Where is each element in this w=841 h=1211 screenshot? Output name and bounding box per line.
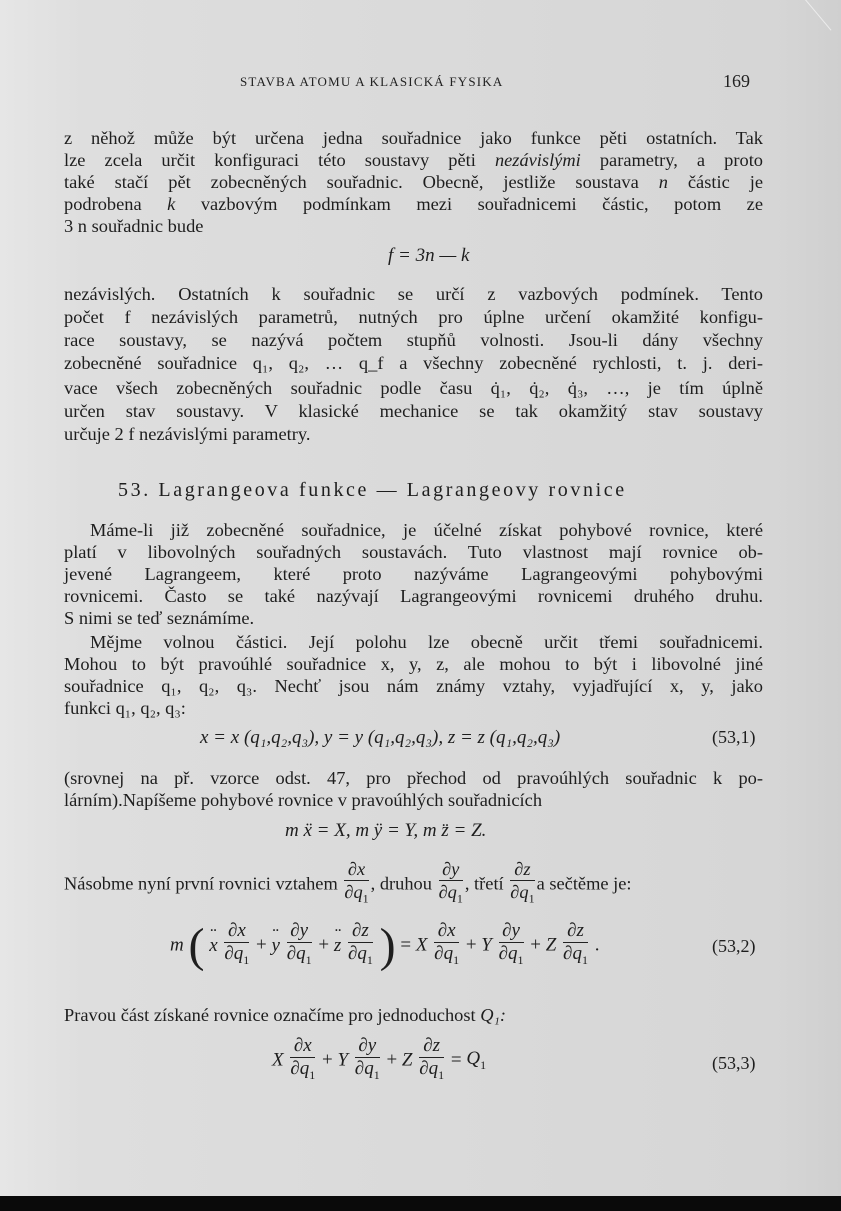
- text-line: platí v libovolných souřadných soustavách. Tuto vlastnost mají rovnice ob-: [64, 542, 763, 562]
- text-span: také stačí pět zobecněných souřadnic. Obecně, jestliže soustava: [64, 172, 659, 192]
- partial: ∂: [498, 943, 508, 965]
- subscript: 1: [373, 1067, 380, 1082]
- text-line: Mějme volnou částici. Její polohu lze obecně určit třemi souřadnicemi.: [90, 632, 763, 652]
- subscript: 1: [453, 952, 460, 967]
- var-y-ddot: ¨ y: [272, 935, 280, 957]
- denominator: [499, 943, 524, 971]
- text-span: , třetí: [464, 873, 504, 894]
- partial: ∂: [510, 882, 520, 902]
- section-heading: 53. Lagrangeova funkce — Lagrangeovy rovnice: [118, 479, 627, 501]
- equation-of-motion: m ẍ = X, m ÿ = Y, m z̈ = Z.: [285, 820, 487, 841]
- var-Y: Y: [481, 934, 492, 956]
- partial: ∂: [358, 1035, 368, 1056]
- equation-number: (53,3): [712, 1053, 756, 1073]
- text-line: (srovnej na př. vzorce odst. 47, pro přechod od pravoúhlých souřadnic k po-: [64, 768, 763, 788]
- partial: ∂: [354, 1058, 365, 1079]
- subscript: 1: [480, 1057, 487, 1072]
- partial: ∂: [434, 943, 444, 965]
- text-line: určuje 2 f nezávislými parametry.: [64, 424, 311, 444]
- numerator: [563, 920, 588, 943]
- text-span: podrobena: [64, 194, 168, 214]
- text-line: souřadnice q₁, q₂, q₃. Nechť jsou nám známy vztahy, vyjadřující x, y, jako: [64, 676, 763, 696]
- partial: ∂: [514, 859, 524, 879]
- var-Q1: [466, 1048, 487, 1072]
- partial: ∂: [419, 1058, 429, 1079]
- fraction: [419, 1035, 444, 1086]
- partial: ∂: [286, 943, 297, 965]
- partial: ∂: [224, 943, 234, 965]
- var: z: [576, 920, 584, 942]
- denominator: [344, 881, 368, 910]
- denominator: [510, 881, 534, 910]
- fraction: [355, 1035, 380, 1086]
- var: x: [303, 1035, 312, 1056]
- text-line: rovnicemi. Často se také nazývají Lagrangeovými rovnicemi druhého druhu.: [64, 586, 763, 606]
- text-span: , druhou: [370, 873, 432, 894]
- subscript: 1: [456, 891, 463, 906]
- denominator: [434, 943, 459, 971]
- partial: ∂: [442, 859, 452, 879]
- partial: ∂: [502, 920, 512, 942]
- partial: ∂: [227, 920, 238, 942]
- partial: ∂: [347, 943, 358, 965]
- partial: ∂: [423, 1035, 433, 1056]
- var: q: [296, 943, 306, 965]
- plus: +: [318, 934, 330, 956]
- numerator: [499, 920, 524, 943]
- text-span: lze zcela určit konfiguraci této soustavy pěti: [64, 150, 495, 170]
- partial: ∂: [290, 1058, 300, 1079]
- denominator: [348, 943, 373, 971]
- text-line: [64, 171, 763, 193]
- subscript: 1: [517, 952, 524, 967]
- text-line: nezávislých. Ostatních k souřadnic se určí z vazbových podmínek. Tento: [64, 284, 763, 304]
- var: q: [233, 943, 244, 965]
- text-line: [64, 149, 763, 171]
- var-Z: Z: [545, 934, 557, 956]
- var: q: [519, 882, 529, 902]
- partial: ∂: [347, 859, 357, 879]
- page-number: 169: [723, 71, 750, 91]
- denominator: [287, 943, 312, 971]
- equation-53-1: x = x (q₁,q₂,q₃), y = y (q₁,q₂,q₃), z = z (q₁,q₂,q₃): [200, 727, 561, 748]
- var: q: [443, 943, 454, 965]
- var-x-ddot: ¨ x: [209, 935, 217, 957]
- fraction: [563, 920, 588, 971]
- right-paren: ): [379, 919, 396, 972]
- numerator: [344, 858, 368, 881]
- text-line: počet f nezávislých parametrů, nutných pro úplne určení okamžité konfigu-: [64, 307, 763, 327]
- var: x: [237, 920, 246, 942]
- var: y: [367, 1035, 377, 1056]
- var: z: [432, 1035, 441, 1056]
- plus: +: [530, 934, 541, 956]
- left-paren: (: [188, 919, 205, 972]
- var: q: [364, 1058, 374, 1079]
- equals: =: [450, 1049, 462, 1071]
- var: q: [572, 943, 582, 965]
- partial: ∂: [563, 943, 573, 965]
- numerator: [355, 1035, 380, 1058]
- equals: =: [400, 934, 412, 956]
- denominator: [563, 943, 588, 971]
- plus: +: [465, 934, 477, 956]
- var: y: [451, 859, 460, 879]
- fraction: [499, 920, 524, 971]
- denominator: [290, 1058, 315, 1086]
- var: q: [353, 882, 363, 902]
- text-line: Máme-li již zobecněné souřadnice, je účelné získat pohybové rovnice, které: [90, 520, 763, 540]
- fraction: [290, 1035, 315, 1086]
- math-symbol: Q₁:: [480, 1005, 507, 1025]
- subscript: 1: [581, 952, 588, 967]
- subscript: 1: [362, 891, 369, 906]
- fraction: [434, 920, 459, 971]
- var: q: [357, 943, 367, 965]
- numerator: [434, 920, 459, 943]
- equation-degrees-of-freedom: f = 3n — k: [388, 245, 470, 266]
- fraction-dz-dq1: [510, 858, 534, 910]
- numerator: [419, 1035, 444, 1058]
- text-line: funkci q₁, q₂, q₃:: [64, 698, 186, 718]
- var: q: [299, 1058, 310, 1079]
- text-line: [64, 1004, 763, 1026]
- equation-number: (53,2): [712, 936, 756, 956]
- var-X: X: [272, 1049, 284, 1071]
- var: q: [428, 1058, 439, 1079]
- partial: ∂: [344, 882, 354, 902]
- text-line: z něhož může být určena jedna souřadnice jako funkce pěti ostatních. Tak: [64, 128, 763, 148]
- numerator: [510, 858, 534, 881]
- var: z: [523, 859, 531, 879]
- partial: ∂: [438, 882, 448, 902]
- plus: +: [322, 1049, 333, 1071]
- partial: ∂: [567, 920, 577, 942]
- text-line: race soustavy, se nazývá počtem stupňů volnosti. Jsou-li dány všechny: [64, 330, 763, 350]
- partial: ∂: [290, 920, 300, 942]
- equation-number: (53,1): [712, 727, 756, 747]
- fraction-dx-dq1: [344, 858, 368, 910]
- var: Q: [466, 1048, 481, 1069]
- subscript: 1: [438, 1067, 445, 1082]
- text-line: jevené Lagrangeem, které proto nazýváme Lagrangeovými pohybovými: [64, 564, 763, 584]
- text-line: vace všech zobecněných souřadnic podle času q̇₁, q̇₂, q̇₃, …, je tím úplně: [64, 378, 763, 398]
- plus: +: [386, 1049, 398, 1071]
- var: z: [361, 920, 369, 942]
- text-span: parametry, a proto: [580, 150, 763, 170]
- var: q: [447, 882, 457, 902]
- var-z-ddot: ¨ z: [334, 935, 341, 957]
- text-span: vazbovým podmínkam mezi souřadnicemi částic, potom ze: [175, 194, 763, 214]
- numerator: [224, 920, 249, 943]
- var-X: X: [415, 934, 428, 956]
- fraction: [287, 920, 312, 971]
- numerator: [348, 920, 373, 943]
- text-line: určen stav soustavy. V klasické mechanice se tak okamžitý stav soustavy: [64, 401, 763, 421]
- numerator: [287, 920, 312, 943]
- denominator: [419, 1058, 444, 1086]
- italic-term: nezávislými: [494, 150, 581, 170]
- text-line: zobecněné souřadnice q₁, q₂, … q_f a všechny zobecněné rychlosti, t. j. deri-: [64, 353, 763, 373]
- var: x: [356, 859, 366, 879]
- numerator: [290, 1035, 315, 1058]
- partial: ∂: [293, 1035, 304, 1056]
- running-title: STAVBA ATOMU A KLASICKÁ FYSIKA: [240, 74, 504, 89]
- var-Z: Z: [401, 1049, 413, 1071]
- subscript: 1: [243, 952, 250, 967]
- text-line: 3 n souřadnic bude: [64, 216, 204, 236]
- equation-53-2: m ( ¨ x $\frac{\partial x}{\partial q_1}$ + ¨ y $\frac{\partial y}{\partial q_1}$ + ¨ z $\frac{\partial z}{\partial q_1}$ ) = X $\frac{\partial x}{\partial q_1}$ + Y $\frac{\partial y}{\partial q_1}$ + Z $\frac{\partial z}{\partial q_1}$ .: [170, 918, 599, 973]
- text-span: a sečtěme je:: [536, 873, 632, 894]
- var: x: [447, 920, 456, 942]
- subscript: 1: [309, 1067, 316, 1082]
- text-line: [64, 193, 763, 215]
- partial: ∂: [437, 920, 448, 942]
- var-m: m: [170, 934, 184, 956]
- text-span: Pravou část získané rovnice označíme pro jednoduchost: [64, 1005, 481, 1025]
- math-var: n: [658, 172, 668, 192]
- fraction: [224, 920, 249, 971]
- plus: +: [256, 934, 267, 956]
- subscript: 1: [528, 891, 535, 906]
- var-Y: Y: [337, 1049, 349, 1071]
- scan-border: [0, 1196, 841, 1211]
- text-line: Mohou to být pravoúhlé souřadnice x, y, z, ale mohou to být i libovolné jiné: [64, 654, 763, 674]
- subscript: 1: [366, 952, 373, 967]
- numerator: [439, 858, 463, 881]
- text-span: Násobme nyní první rovnici vztahem: [64, 873, 338, 894]
- denominator: [355, 1058, 380, 1086]
- partial: ∂: [352, 920, 362, 942]
- text-line-with-fractions: [64, 858, 632, 910]
- page-header: [0, 71, 841, 94]
- var: y: [299, 920, 309, 942]
- equation-53-3: [272, 1035, 486, 1086]
- subscript: 1: [305, 952, 312, 967]
- fraction-dy-dq1: [439, 858, 463, 910]
- var: y: [511, 920, 520, 942]
- page-crease: [805, 0, 831, 31]
- var: q: [508, 943, 518, 965]
- text-line: S nimi se teď seznámíme.: [64, 608, 255, 628]
- fraction: [348, 920, 373, 971]
- text-span: částic je: [667, 172, 763, 192]
- denominator: [224, 943, 249, 971]
- denominator: [439, 881, 463, 910]
- text-line: lárním).Napíšeme pohybové rovnice v pravoúhlých souřadnicích: [64, 790, 543, 810]
- math-var: k: [167, 194, 176, 214]
